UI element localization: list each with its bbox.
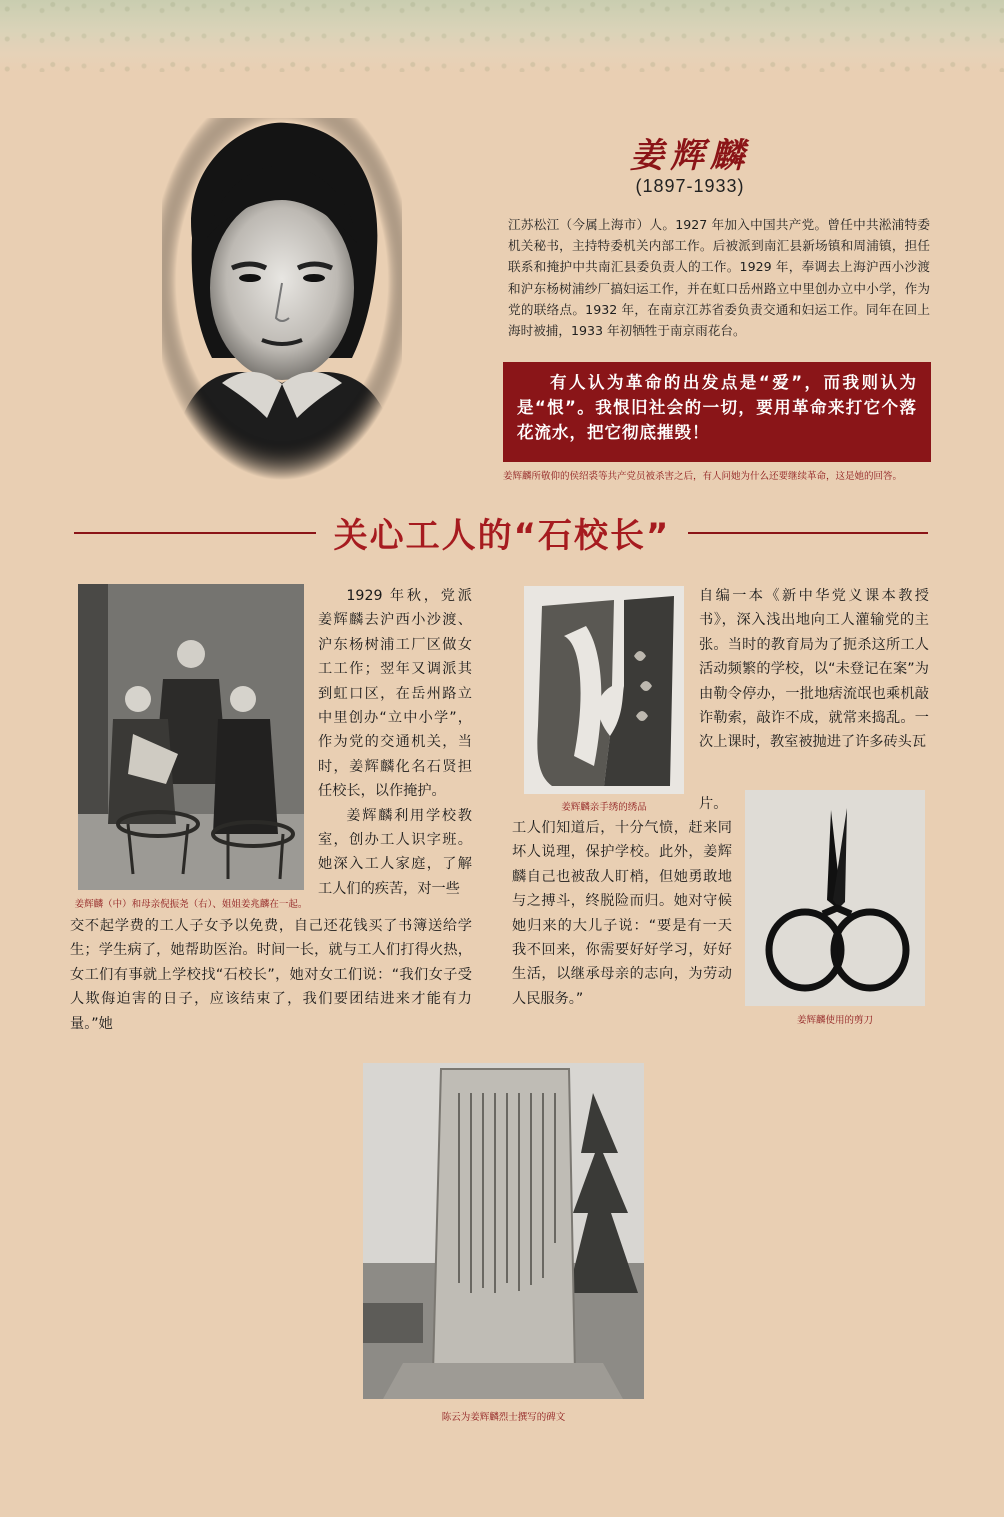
right-top-text: 自编一本《新中华党义课本教授书》，深入浅出地向工人灌输党的主张。当时的教育局为了扼杀这所工人活动频繁的学校，以“未登记在案”为由勒令停办，一批地痞流氓也乘机敲诈勒索，敲诈不成，就常来捣乱。一次上课时，教室被抛进了许多砖头瓦: [699, 588, 929, 751]
embroidery-photo: [524, 586, 684, 794]
section-title: 关心工人的“石校长”: [333, 516, 671, 556]
embroidery-caption: 姜辉麟亲手绣的绣品: [561, 802, 647, 813]
left-full-width-text: 交不起学费的工人子女予以免费，自己还花钱买了书簿送给学生；学生病了，她帮助医治。时间一长，就与工人们打得火热，女工们有事就上学校找“石校长”，她对女工们说：“我们女子受人欺侮迫害的日子，应该结束了，我们要团结进来才能有力量。”她: [70, 918, 472, 1032]
family-photo: [78, 584, 304, 890]
left-paragraph-1: 1929 年秋，党派姜辉麟去沪西小沙渡、沪东杨树浦工厂区做女工工作；翌年又调派其到虹口区，在岳州路立中里创办“立中小学”，作为党的交通机关，当时，姜辉麟化名石贤担任校长，以作掩护。: [318, 588, 472, 800]
scissors-caption: 姜辉麟使用的剪刀: [796, 1015, 873, 1026]
monument-photo: [363, 1063, 644, 1399]
biography-text: 江苏松江（今属上海市）人。1927 年加入中国共产党。曾任中共淞浦特委机关秘书，主持特委机关内部工作。后被派到南汇县新场镇和周浦镇，担任联系和掩护中共南汇县委负责人的工作。1929 年，奉调去上海沪西小沙渡和沪东杨树浦纱厂搞妇运工作，并在虹口岳州路立中里创办立中小学，作为党的联络点。1932 年，在南京江苏省委负责交通和妇运工作。同年在回上海时被捕，1933 年初牺牲于南京雨花台。: [508, 217, 930, 339]
monument-caption: 陈云为姜辉麟烈士撰写的碑文: [441, 1412, 566, 1423]
left-paragraph-2: 姜辉麟利用学校教室，创办工人识字班。她深入工人家庭，了解工人们的疾苦，对一些: [318, 807, 472, 897]
section-divider-right: [688, 532, 928, 534]
right-top-text-end: 片。: [699, 796, 728, 812]
person-name: 姜辉麟: [630, 136, 750, 176]
quote-caption: 姜辉麟所敬仰的侯绍裘等共产党员被杀害之后，有人问她为什么还要继续革命，这是她的回答。: [503, 471, 903, 482]
portrait-photo: [162, 118, 402, 480]
quote-text: 有人认为革命的出发点是“爱”，而我则认为是“恨”。我恨旧社会的一切，要用革命来打它个落花流水，把它彻底摧毁！: [517, 373, 917, 442]
family-photo-caption: 姜辉麟（中）和母亲倪振尧（右）、姐姐姜兆麟在一起。: [74, 899, 308, 910]
left-side-text: [318, 584, 472, 901]
right-bottom-text: 工人们知道后，十分气愤，赶来同坏人说理，保护学校。此外，姜辉麟自己也被敌人盯梢，但她勇敢地与之搏斗，终脱险而归。她对守候她归来的大儿子说：“要是有一天我不回来，你需要好好学习，好好生活，以继承母亲的志向，为劳动人民服务。”: [512, 820, 732, 1007]
section-divider-left: [74, 532, 316, 534]
top-decorative-band: [0, 0, 1004, 72]
life-years: (1897-1933): [635, 176, 745, 196]
quote-box: [503, 362, 931, 462]
scissors-photo: [745, 790, 925, 1006]
